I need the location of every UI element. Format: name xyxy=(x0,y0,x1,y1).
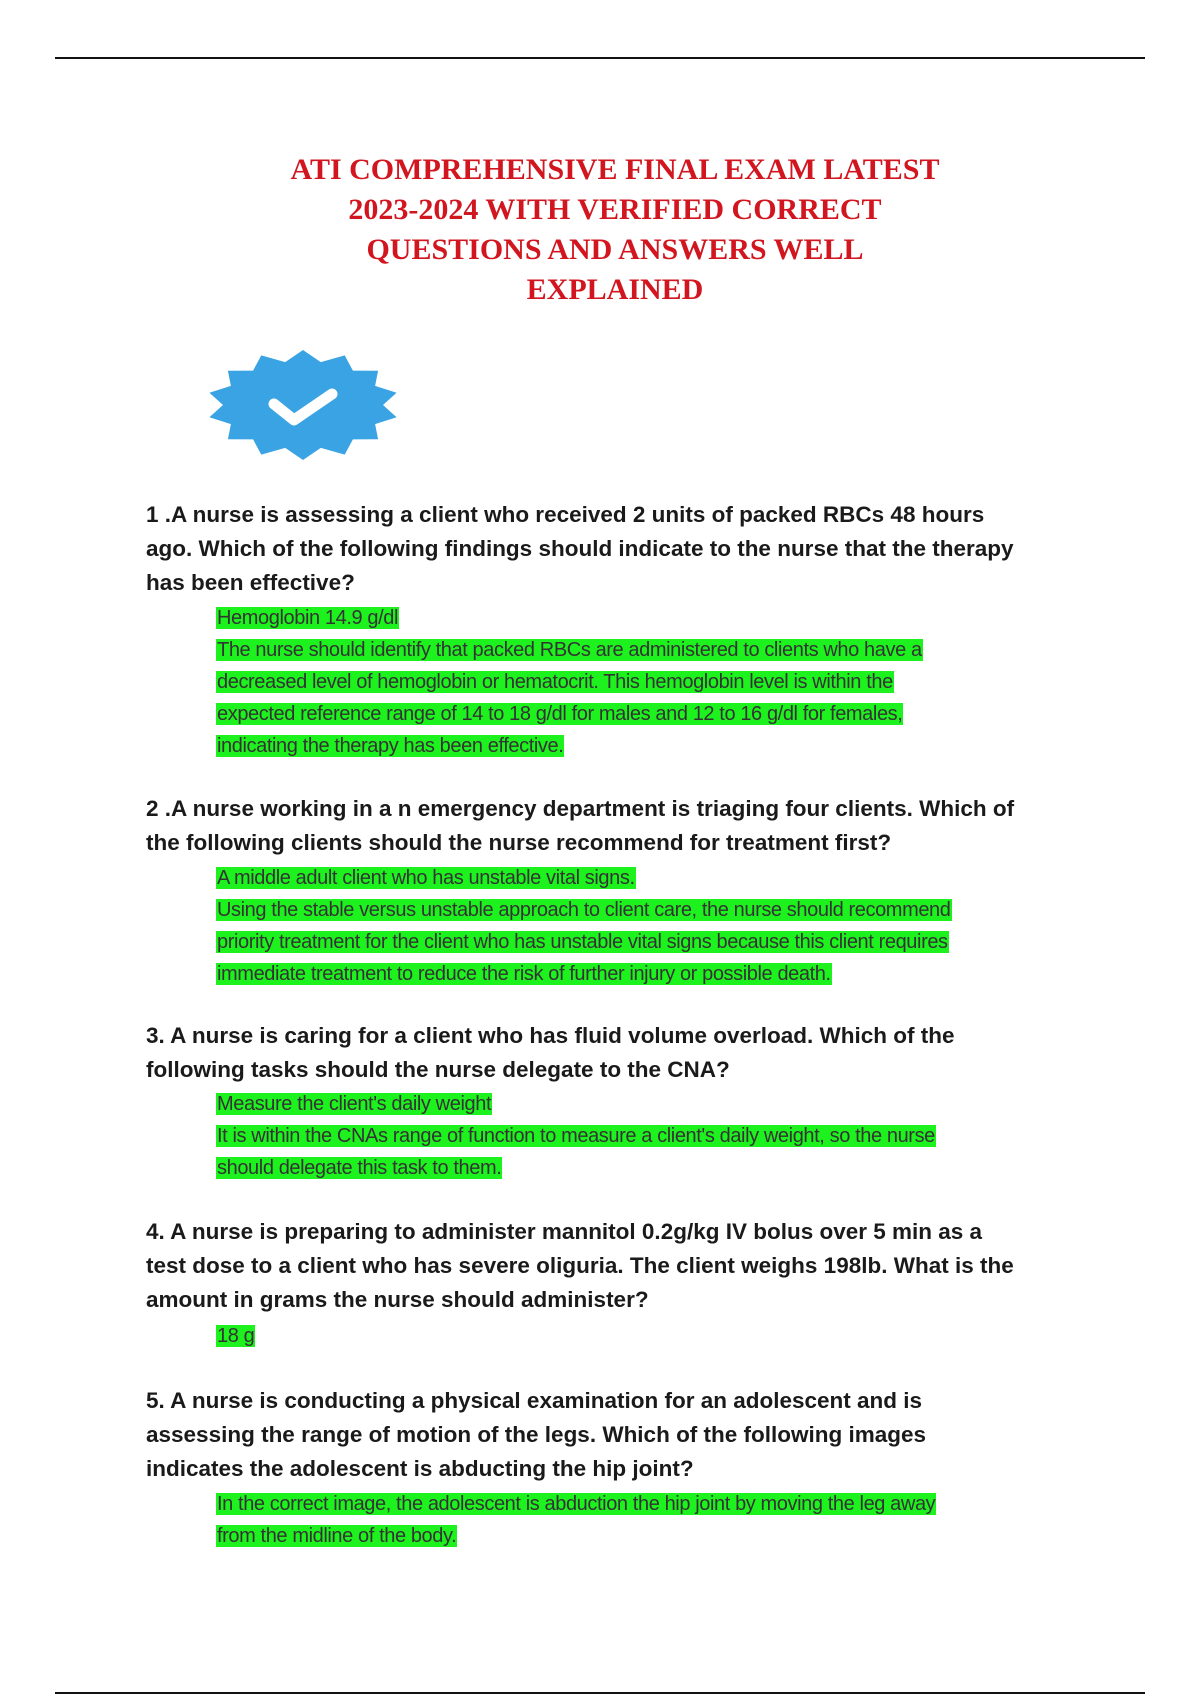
top-rule xyxy=(55,57,1145,59)
answer-line: should delegate this task to them. xyxy=(217,1157,502,1179)
bottom-rule xyxy=(55,1692,1145,1694)
answer-line: Using the stable versus unstable approach to client care, the nurse should recommend xyxy=(217,899,951,921)
answer-line: indicating the therapy has been effective. xyxy=(217,735,564,757)
answer-3 xyxy=(216,1088,1096,1184)
answer-5 xyxy=(216,1488,1096,1552)
answer-line: priority treatment for the client who has unstable vital signs because this client requires xyxy=(217,931,948,953)
title-line: ATI COMPREHENSIVE FINAL EXAM LATEST xyxy=(290,153,940,186)
title-line: EXPLAINED xyxy=(526,273,704,306)
question-line: assessing the range of motion of the legs. Which of the following images xyxy=(146,1422,927,1447)
page-title xyxy=(200,150,1030,310)
answer-line: decreased level of hemoglobin or hematocrit. This hemoglobin level is within the xyxy=(217,671,893,693)
question-3 xyxy=(146,1019,1106,1087)
question-line: 4. A nurse is preparing to administer mannitol 0.2g/kg IV bolus over 5 min as a xyxy=(146,1219,983,1244)
answer-4 xyxy=(216,1320,1096,1352)
question-line: indicates the adolescent is abducting the hip joint? xyxy=(146,1456,694,1481)
answer-line: immediate treatment to reduce the risk of further injury or possible death. xyxy=(217,963,831,985)
answer-line: expected reference range of 14 to 18 g/dl for males and 12 to 16 g/dl for females, xyxy=(217,703,903,725)
answer-2 xyxy=(216,862,1096,990)
question-line: the following clients should the nurse recommend for treatment first? xyxy=(146,830,892,855)
badge-area xyxy=(140,318,440,478)
answer-line: In the correct image, the adolescent is abduction the hip joint by moving the leg away xyxy=(217,1493,936,1515)
question-line: 5. A nurse is conducting a physical examination for an adolescent and is xyxy=(146,1388,923,1413)
answer-line: Measure the client's daily weight xyxy=(217,1093,492,1115)
question-line: has been effective? xyxy=(146,570,355,595)
answer-line: 18 g xyxy=(217,1325,255,1347)
answer-1 xyxy=(216,602,1096,762)
answer-line: A middle adult client who has unstable vital signs. xyxy=(217,867,635,889)
question-line: amount in grams the nurse should administer? xyxy=(146,1287,649,1312)
answer-line: The nurse should identify that packed RBCs are administered to clients who have a xyxy=(217,639,922,661)
question-line: test dose to a client who has severe oliguria. The client weighs 198lb. What is the xyxy=(146,1253,1014,1278)
question-line: 3. A nurse is caring for a client who has fluid volume overload. Which of the xyxy=(146,1023,955,1048)
title-line: 2023-2024 WITH VERIFIED CORRECT xyxy=(348,193,882,226)
answer-line: from the midline of the body. xyxy=(217,1525,457,1547)
question-line: ago. Which of the following findings should indicate to the nurse that the therapy xyxy=(146,536,1014,561)
question-line: 2 .A nurse working in a n emergency department is triaging four clients. Which of xyxy=(146,796,1015,821)
question-2 xyxy=(146,792,1106,860)
answer-line: It is within the CNAs range of function to measure a client's daily weight, so the nurse xyxy=(217,1125,935,1147)
verified-check-badge-icon xyxy=(204,348,402,463)
answer-line: Hemoglobin 14.9 g/dl xyxy=(217,607,399,629)
question-4 xyxy=(146,1215,1106,1317)
title-line: QUESTIONS AND ANSWERS WELL xyxy=(366,233,864,266)
question-line: 1 .A nurse is assessing a client who received 2 units of packed RBCs 48 hours xyxy=(146,502,985,527)
question-line: following tasks should the nurse delegate to the CNA? xyxy=(146,1057,730,1082)
question-5 xyxy=(146,1384,1106,1486)
question-1 xyxy=(146,498,1106,600)
